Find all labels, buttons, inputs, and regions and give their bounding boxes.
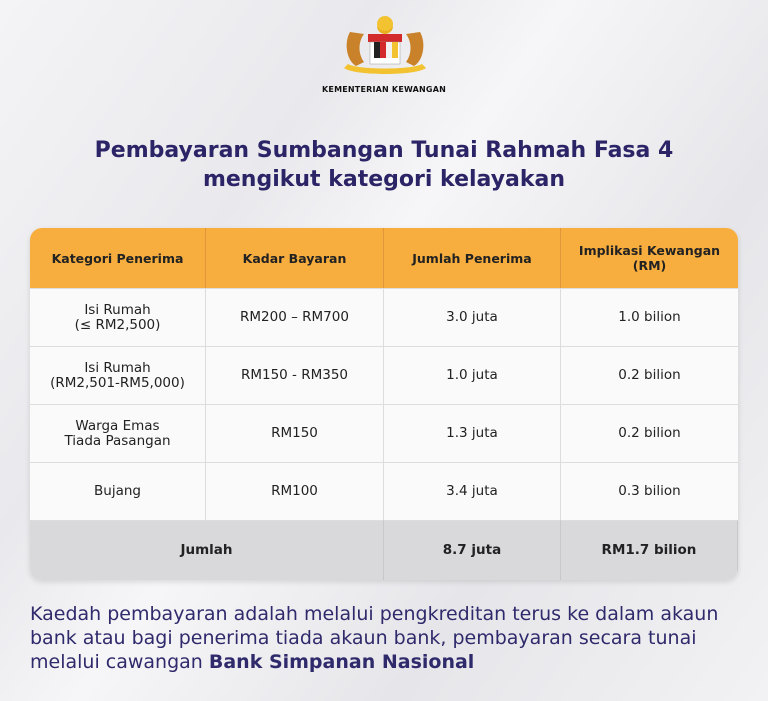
category-line: Warga Emas (75, 417, 160, 434)
eligibility-table (30, 228, 738, 580)
title-line-2: mengikut kategori kelayakan (202, 167, 566, 192)
column-header: Jumlah Penerima (384, 228, 561, 288)
recipients-cell: 3.4 juta (384, 462, 561, 520)
category-line: Bujang (94, 483, 141, 499)
table-row (30, 288, 738, 346)
impact-cell: 0.3 bilion (561, 462, 738, 520)
note-text: Kaedah pembayaran adalah melalui pengkreditan terus ke dalam akaun bank atau bagi penerima tiada akaun bank, pembayaran secara tunai melalui cawangan (30, 603, 719, 673)
table-header-row (30, 228, 738, 288)
category-line: (RM2,501-RM5,000) (50, 374, 185, 391)
impact-cell: 0.2 bilion (561, 346, 738, 404)
payment-method-note (30, 602, 750, 674)
total-label: Jumlah (30, 520, 384, 580)
title-line-1: Pembayaran Sumbangan Tunai Rahmah Fasa 4 (94, 138, 674, 163)
total-recipients: 8.7 juta (384, 520, 561, 580)
table-row (30, 346, 738, 404)
note-bank-name: Bank Simpanan Nasional (208, 651, 475, 673)
category-cell (30, 462, 206, 520)
recipients-cell: 1.0 juta (384, 346, 561, 404)
table-row (30, 462, 738, 520)
recipients-cell: 3.0 juta (384, 288, 561, 346)
category-line: Isi Rumah (84, 359, 151, 376)
rate-cell: RM150 - RM350 (206, 346, 384, 404)
rate-cell: RM200 – RM700 (206, 288, 384, 346)
table-row (30, 404, 738, 462)
column-header: Kategori Penerima (30, 228, 206, 288)
rate-cell: RM150 (206, 404, 384, 462)
category-line: Isi Rumah (84, 301, 151, 318)
coat-of-arms-logo (330, 12, 440, 82)
column-header: Implikasi Kewangan (RM) (561, 228, 738, 288)
ministry-name: KEMENTERIAN KEWANGAN (322, 85, 446, 94)
impact-cell: 0.2 bilion (561, 404, 738, 462)
category-cell (30, 404, 206, 462)
page-title (0, 136, 768, 194)
total-impact: RM1.7 bilion (561, 520, 738, 580)
category-line: Tiada Pasangan (64, 432, 171, 449)
category-line: (≤ RM2,500) (74, 316, 161, 333)
total-row (30, 520, 738, 580)
rate-cell: RM100 (206, 462, 384, 520)
category-cell (30, 288, 206, 346)
category-cell (30, 346, 206, 404)
impact-cell: 1.0 bilion (561, 288, 738, 346)
recipients-cell: 1.3 juta (384, 404, 561, 462)
column-header: Kadar Bayaran (206, 228, 384, 288)
